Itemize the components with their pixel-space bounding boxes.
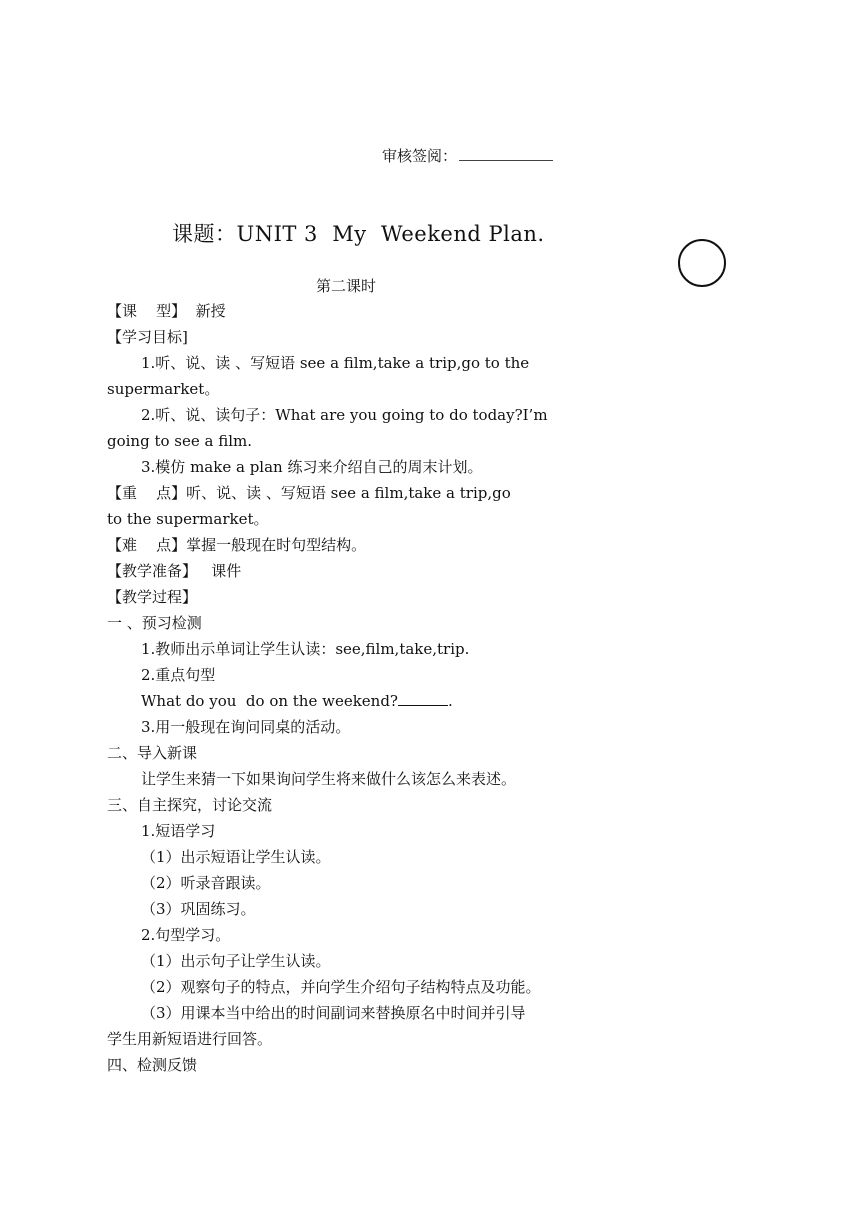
section-1-item-2: 2.重点句型 [141,666,216,684]
goal-1-cont: supermarket。 [107,380,220,398]
goal-3: 3.模仿 make a plan 练习来介绍自己的周末计划。 [141,458,483,476]
lesson-number: 第二课时 [316,277,377,295]
section-3-item-1b: （2）听录音跟读。 [141,874,271,892]
section-2-item-1: 让学生来猜一下如果询问学生将来做什么该怎么来表述。 [141,770,517,788]
teaching-prep: 【教学准备】 课件 [107,562,242,580]
section-1-item-1: 1.教师出示单词让学生认读：see,film,take,trip. [141,640,470,658]
key-sentence-text: What do you do on the weekend? [141,692,398,710]
section-3-item-1: 1.短语学习 [141,822,216,840]
difficult-points: 【难 点】掌握一般现在时句型结构。 [107,536,367,554]
review-signature [382,145,553,166]
key-points-cont: to the supermarket。 [107,510,269,528]
section-2-heading: 二、导入新课 [107,744,198,762]
key-sentence-end: . [447,692,453,710]
key-sentence [107,688,597,714]
section-1-item-3: 3.用一般现在询问同桌的活动。 [141,718,351,736]
section-3-heading: 三、自主探究，讨论交流 [107,796,273,814]
goals-heading: 【学习目标] [107,328,188,346]
process-heading: 【教学过程】 [107,588,198,606]
section-3-item-2c: （3）用课本当中给出的时间副词来替换原名中时间并引导 [141,1004,526,1022]
section-3-item-1c: （3）巩固练习。 [141,900,256,918]
goal-2-cont: going to see a film. [107,432,253,450]
review-label: 审核签阅： [382,147,458,165]
circle-mark [678,239,726,287]
lesson-type: 【课 型】 新授 [107,302,226,320]
goal-2: 2.听、说、读句子：What are you going to do today?I’m [141,406,548,424]
section-3-item-2a: （1）出示句子让学生认读。 [141,952,331,970]
lesson-body [107,298,597,1078]
section-3-item-2b: （2）观察句子的特点，并向学生介绍句子结构特点及功能。 [141,978,541,996]
section-1-heading: 一 、预习检测 [107,614,202,632]
signature-blank [459,148,553,161]
answer-blank [398,689,448,706]
section-3-item-2: 2.句型学习。 [141,926,231,944]
key-points: 【重 点】听、说、读 、写短语 see a film,take a trip,go [107,484,511,502]
page-title: 课题：UNIT 3 My Weekend Plan. [172,222,545,246]
goal-1: 1.听、说、读 、写短语 see a film,take a trip,go to the [141,354,530,372]
section-3-item-2c-cont: 学生用新短语进行回答。 [107,1030,273,1048]
section-3-item-1a: （1）出示短语让学生认读。 [141,848,331,866]
section-4-heading: 四、检测反馈 [107,1056,198,1074]
